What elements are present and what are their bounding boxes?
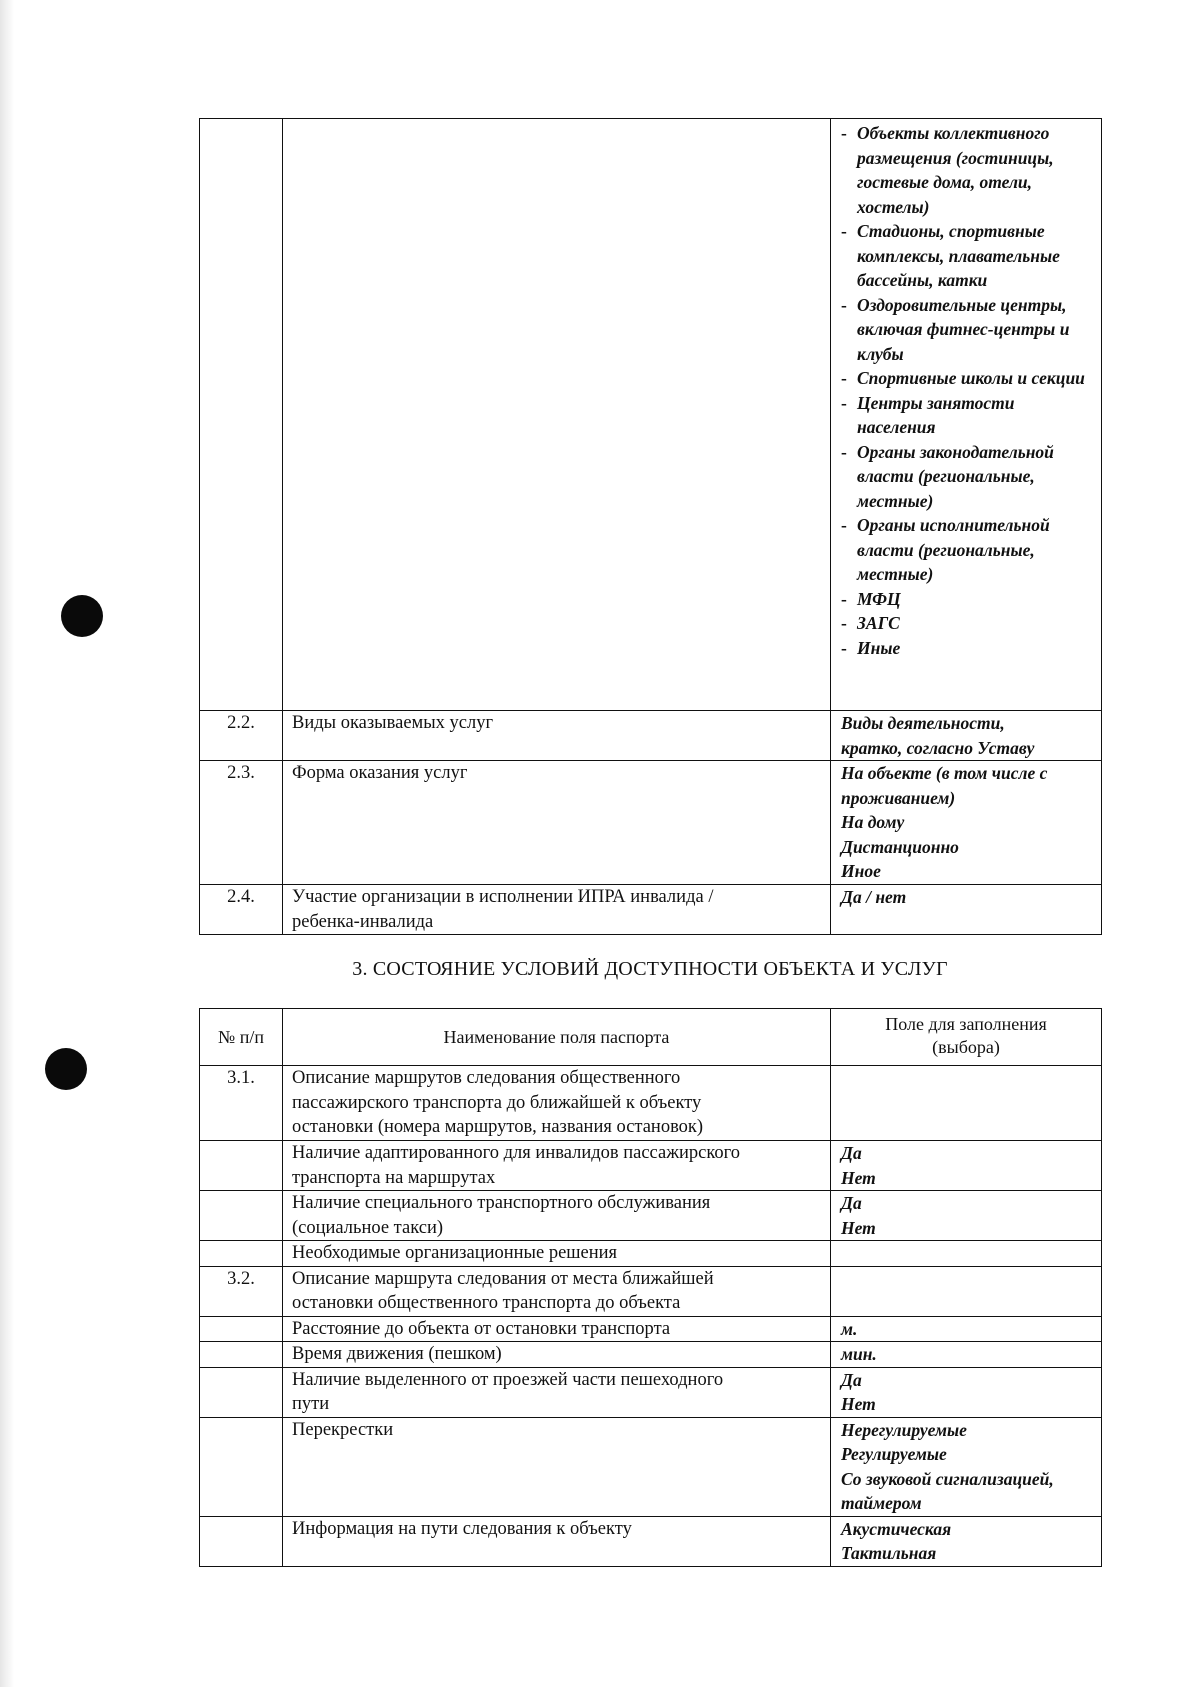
table-row	[200, 1141, 1102, 1191]
value-line: Нет	[841, 1394, 876, 1414]
row-number	[200, 1516, 283, 1566]
table-row	[200, 1191, 1102, 1241]
row-name	[283, 1367, 831, 1417]
row-value: мин.	[831, 1342, 1102, 1368]
row-value	[831, 1266, 1102, 1316]
row-number	[200, 1141, 283, 1191]
row-number	[200, 1417, 283, 1516]
table-row	[200, 1316, 1102, 1342]
name-line: (социальное такси)	[292, 1217, 443, 1238]
row-name	[283, 1066, 831, 1141]
name-line: пассажирского транспорта до ближайшей к объекту	[292, 1092, 702, 1113]
list-item: - Центры занятости населения	[841, 391, 1097, 440]
value-line: Нерегулируемые	[841, 1419, 967, 1440]
row-number: 2.4.	[200, 885, 283, 935]
table-row	[200, 885, 1102, 935]
name-line: пути	[292, 1394, 330, 1414]
table-row	[200, 711, 1102, 761]
row-number: 2.3.	[200, 761, 283, 885]
value-line: Регулируемые	[841, 1444, 947, 1464]
row-number	[200, 1191, 283, 1241]
value-line: Виды деятельности,	[841, 713, 1005, 733]
row-value	[831, 1141, 1102, 1191]
value-line: Тактильная	[841, 1543, 937, 1563]
table-row	[200, 1367, 1102, 1417]
row-name	[283, 885, 831, 935]
row-number	[200, 119, 283, 711]
table-row	[200, 1342, 1102, 1368]
list-item: - ЗАГС	[841, 611, 1097, 636]
value-line: Да	[841, 1369, 862, 1390]
value-line: Иное	[841, 861, 881, 881]
table-row	[200, 1516, 1102, 1566]
row-value	[831, 1367, 1102, 1417]
value-line: На объекте (в том числе с	[841, 763, 1048, 783]
table-row	[200, 761, 1102, 885]
row-value	[831, 1516, 1102, 1566]
row-name: Перекрестки	[283, 1417, 831, 1516]
value-line: Акустическая	[841, 1518, 952, 1539]
punch-hole	[45, 1048, 87, 1090]
object-types-list	[841, 121, 1097, 660]
header-line: Поле для заполнения	[885, 1014, 1047, 1034]
value-line: кратко, согласно Уставу	[841, 737, 1035, 758]
name-line: транспорта на маршрутах	[292, 1167, 496, 1188]
row-name	[283, 119, 831, 711]
row-name: Время движения (пешком)	[283, 1342, 831, 1368]
value-line: проживанием)	[841, 787, 956, 808]
row-value	[831, 1241, 1102, 1267]
list-item: - Иные	[841, 636, 1097, 661]
list-item: - Оздоровительные центры, включая фитнес-центры и клубы	[841, 293, 1097, 367]
list-item: - Органы исполнительной власти (региональные, местные)	[841, 513, 1097, 587]
object-types-cell	[831, 119, 1102, 711]
row-name	[283, 1266, 831, 1316]
row-name: Информация на пути следования к объекту	[283, 1516, 831, 1566]
name-line: Наличие специального транспортного обслуживания	[292, 1193, 711, 1213]
row-number	[200, 1241, 283, 1267]
column-header-name: Наименование поля паспорта	[283, 1009, 831, 1066]
row-name: Необходимые организационные решения	[283, 1241, 831, 1267]
table-row	[200, 1241, 1102, 1267]
list-item: - Стадионы, спортивные комплексы, плавательные бассейны, катки	[841, 219, 1097, 293]
column-header-value	[831, 1009, 1102, 1066]
name-line: остановки (номера маршрутов, названия остановок)	[292, 1117, 704, 1137]
table-row	[200, 1417, 1102, 1516]
row-value	[831, 1417, 1102, 1516]
row-number	[200, 1316, 283, 1342]
row-value	[831, 761, 1102, 885]
row-number	[200, 1342, 283, 1368]
row-name: Расстояние до объекта от остановки транспорта	[283, 1316, 831, 1342]
name-line: остановки общественного транспорта до объекта	[292, 1293, 681, 1313]
name-line: Участие организации в исполнении ИПРА инвалида /	[292, 887, 714, 907]
value-line: таймером	[841, 1493, 922, 1513]
name-line: Описание маршрута следования от места ближайшей	[292, 1268, 714, 1289]
row-name	[283, 1191, 831, 1241]
row-number: 2.2.	[200, 711, 283, 761]
value-line: Нет	[841, 1167, 876, 1188]
name-line: Наличие выделенного от проезжей части пешеходного	[292, 1369, 724, 1390]
table-row	[200, 119, 1102, 711]
table-header-row	[200, 1009, 1102, 1066]
list-item: - Спортивные школы и секции	[841, 366, 1097, 391]
row-name: Форма оказания услуг	[283, 761, 831, 885]
section-2-table-continuation	[199, 118, 1102, 935]
value-line: Да	[841, 1143, 862, 1163]
section-3-table	[199, 1008, 1102, 1567]
punch-hole	[61, 595, 103, 637]
value-line: Дистанционно	[841, 836, 959, 857]
row-value	[831, 1066, 1102, 1141]
row-name: Виды оказываемых услуг	[283, 711, 831, 761]
row-number	[200, 1367, 283, 1417]
name-line: Описание маршрутов следования общественного	[292, 1068, 681, 1088]
row-value: Да / нет	[831, 885, 1102, 935]
section-3-heading: 3. СОСТОЯНИЕ УСЛОВИЙ ДОСТУПНОСТИ ОБЪЕКТА И УСЛУГ	[352, 958, 948, 980]
value-line: Со звуковой сигнализацией,	[841, 1468, 1054, 1489]
row-name	[283, 1141, 831, 1191]
header-line: (выбора)	[932, 1037, 1000, 1057]
row-value	[831, 1191, 1102, 1241]
list-item: - МФЦ	[841, 587, 1097, 612]
table-row	[200, 1266, 1102, 1316]
scan-shadow	[0, 0, 14, 1687]
row-value	[831, 711, 1102, 761]
table-row	[200, 1066, 1102, 1141]
row-number: 3.1.	[200, 1066, 283, 1141]
row-number: 3.2.	[200, 1266, 283, 1316]
value-line: На дому	[841, 812, 905, 832]
value-line: Нет	[841, 1217, 876, 1238]
list-item: - Объекты коллективного размещения (гостиницы, гостевые дома, отели, хостелы)	[841, 121, 1097, 219]
name-line: ребенка-инвалида	[292, 911, 434, 932]
list-item: - Органы законодательной власти (региональные, местные)	[841, 440, 1097, 514]
name-line: Наличие адаптированного для инвалидов пассажирского	[292, 1143, 741, 1163]
row-value: м.	[831, 1316, 1102, 1342]
value-line: Да	[841, 1193, 862, 1213]
column-header-number: № п/п	[200, 1009, 283, 1066]
